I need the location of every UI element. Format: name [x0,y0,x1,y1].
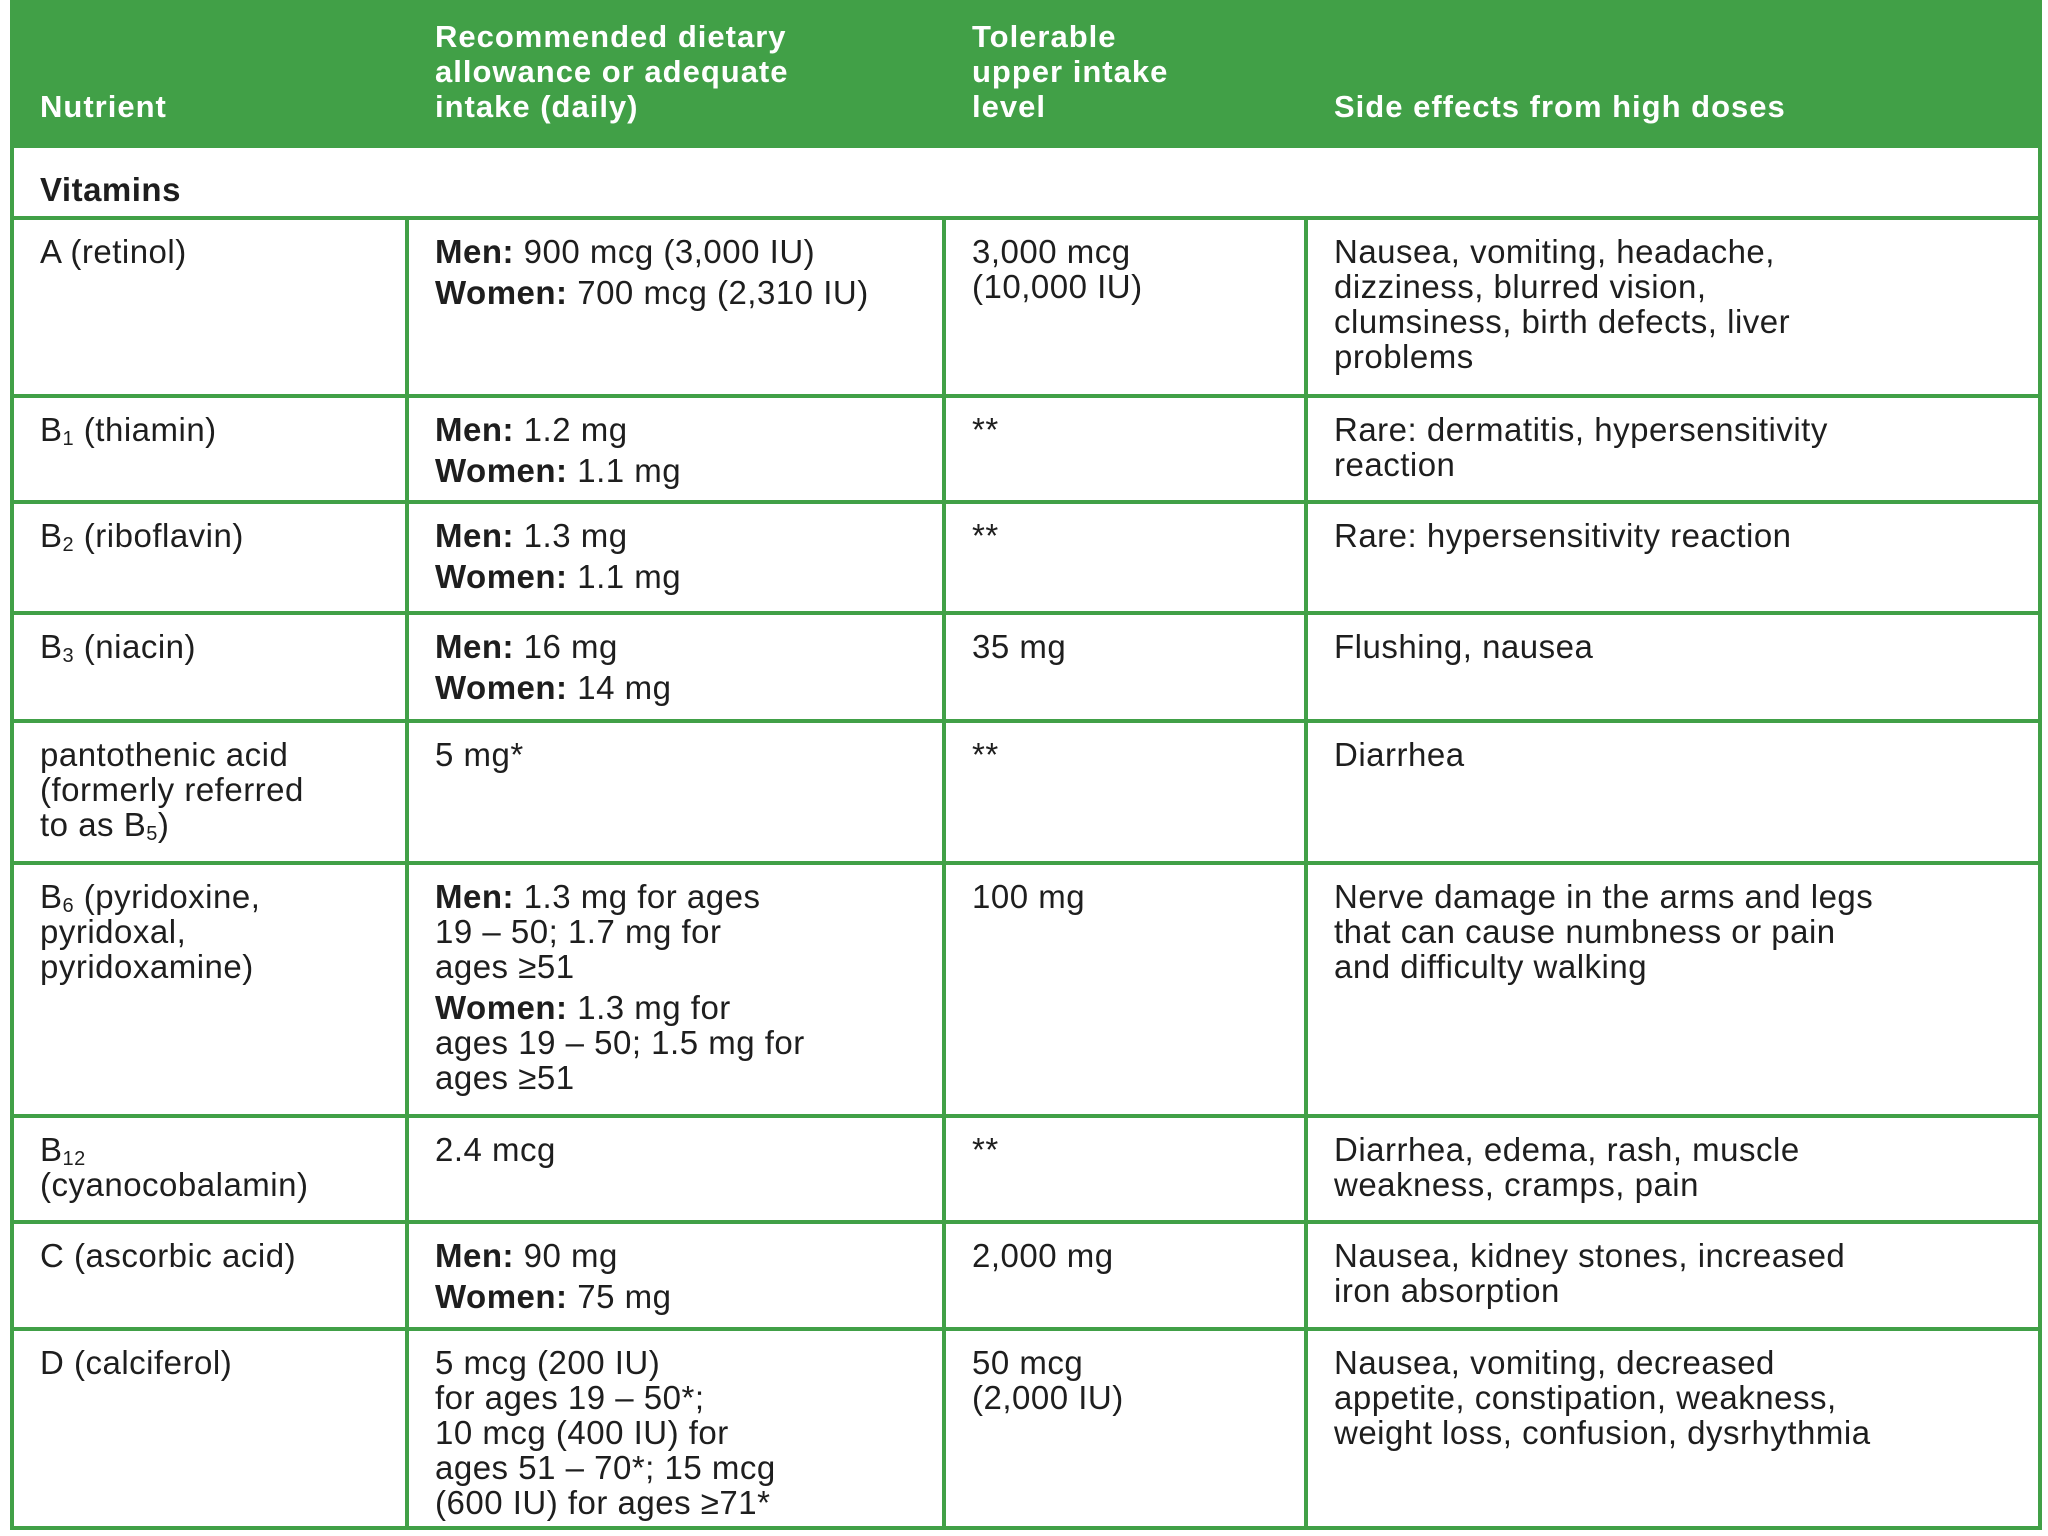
side-effects-cell: Diarrhea, edema, rash, muscle weakness, cramps, pain [1306,1116,2040,1222]
upper-limit-cell: ** [944,396,1306,502]
table-row [12,1329,2040,1528]
upper-limit-cell: 50 mcg (2,000 IU) [944,1329,1306,1528]
rda-cell: Men: 1.2 mg Women: 1.1 mg [407,396,944,502]
side-effects-cell: Nausea, kidney stones, increased iron absorption [1306,1222,2040,1329]
header-rda: Recommended dietary allowance or adequate intake (daily) [407,2,944,146]
rda-cell: Men: 1.3 mg Women: 1.1 mg [407,502,944,613]
side-effects-cell: Nausea, vomiting, headache, dizziness, blurred vision, clumsiness, birth defects, liver problems [1306,218,2040,396]
side-effects-cell: Nerve damage in the arms and legs that can cause numbness or pain and difficulty walking [1306,863,2040,1116]
side-effects-cell: Rare: dermatitis, hypersensitivity reaction [1306,396,2040,502]
rda-cell: 2.4 mcg [407,1116,944,1222]
vitamin-intake-table [10,0,2042,1530]
rda-cell: Men: 1.3 mg for ages 19 – 50; 1.7 mg for ages ≥51 Women: 1.3 mg for ages 19 – 50; 1.5 mg for ages ≥51 [407,863,944,1116]
rda-cell: Men: 16 mg Women: 14 mg [407,613,944,721]
side-effects-cell: Rare: hypersensitivity reaction [1306,502,2040,613]
rda-cell: Men: 90 mg Women: 75 mg [407,1222,944,1329]
nutrient-cell: $B_3$ (niacin) [12,613,407,721]
upper-limit-cell: ** [944,1116,1306,1222]
header-row [12,2,2040,146]
header-upper-limit: Tolerable upper intake level [944,2,1306,146]
rda-cell: 5 mcg (200 IU) for ages 19 – 50*; 10 mcg (400 IU) for ages 51 – 70*; 15 mcg (600 IU) for ages ≥71* [407,1329,944,1528]
nutrient-cell: C (ascorbic acid) [12,1222,407,1329]
header-nutrient: Nutrient [12,2,407,146]
nutrient-cell: pantothenic acid (formerly referred to as $B_5$) [12,721,407,863]
upper-limit-cell: ** [944,721,1306,863]
table-row [12,218,2040,396]
nutrient-cell: A (retinol) [12,218,407,396]
nutrient-cell: $B_2$ (riboflavin) [12,502,407,613]
table-row [12,1222,2040,1329]
nutrient-cell: $B_1$ (thiamin) [12,396,407,502]
upper-limit-cell: ** [944,502,1306,613]
table-row [12,1116,2040,1222]
table-row [12,502,2040,613]
side-effects-cell: Diarrhea [1306,721,2040,863]
upper-limit-cell: 3,000 mcg (10,000 IU) [944,218,1306,396]
upper-limit-cell: 2,000 mg [944,1222,1306,1329]
section-row-vitamins [12,146,2040,218]
side-effects-cell: Nausea, vomiting, decreased appetite, constipation, weakness, weight loss, confusion, dysrhythmia [1306,1329,2040,1528]
nutrient-cell: $B_{12}$ (cyanocobalamin) [12,1116,407,1222]
nutrient-cell: $B_6$ (pyridoxine, pyridoxal, pyridoxamine) [12,863,407,1116]
section-title: Vitamins [12,146,2040,218]
table-row [12,721,2040,863]
upper-limit-cell: 100 mg [944,863,1306,1116]
nutrient-cell: D (calciferol) [12,1329,407,1528]
table-row [12,396,2040,502]
header-side-effects: Side effects from high doses [1306,2,2040,146]
table-row [12,613,2040,721]
upper-limit-cell: 35 mg [944,613,1306,721]
rda-cell: 5 mg* [407,721,944,863]
table-row [12,863,2040,1116]
side-effects-cell: Flushing, nausea [1306,613,2040,721]
rda-cell: Men: 900 mcg (3,000 IU) Women: 700 mcg (2,310 IU) [407,218,944,396]
